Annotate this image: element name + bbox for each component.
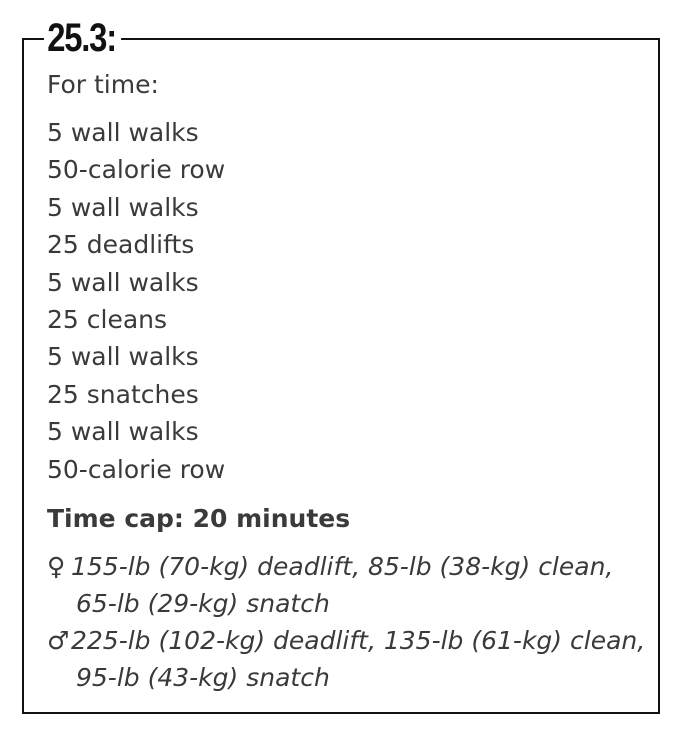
movement-item: 25 deadlifts <box>47 230 195 260</box>
movement-item: 5 wall walks <box>47 417 199 447</box>
movement-item: 5 wall walks <box>47 192 199 222</box>
female-symbol-icon: ♀ <box>47 552 66 582</box>
movement-item: 5 wall walks <box>47 342 199 372</box>
movement-item: 25 cleans <box>47 305 168 335</box>
female-loads-line1: 155-lb (70-kg) deadlift, 85-lb (38-kg) clean, <box>71 552 614 582</box>
movement-item: 50-calorie row <box>47 454 226 484</box>
male-symbol-icon: ♂ <box>47 626 70 656</box>
male-loads <box>47 622 657 696</box>
workout-title: 25.3: <box>44 12 121 64</box>
workout-format: For time: <box>47 70 159 99</box>
female-loads <box>47 548 657 622</box>
workout-content <box>47 68 657 696</box>
male-loads-line1: 225-lb (102-kg) deadlift, 135-lb (61-kg) clean, <box>71 626 646 656</box>
movement-item: 50-calorie row <box>47 155 226 185</box>
movement-item: 5 wall walks <box>47 267 199 297</box>
time-cap: Time cap: 20 minutes <box>47 504 351 534</box>
female-loads-line2: 65-lb (29-kg) snatch <box>76 589 330 619</box>
movement-item: 25 snatches <box>47 379 199 409</box>
male-loads-line2: 95-lb (43-kg) snatch <box>76 663 330 693</box>
movement-item: 5 wall walks <box>47 118 199 147</box>
movement-list <box>47 114 657 488</box>
